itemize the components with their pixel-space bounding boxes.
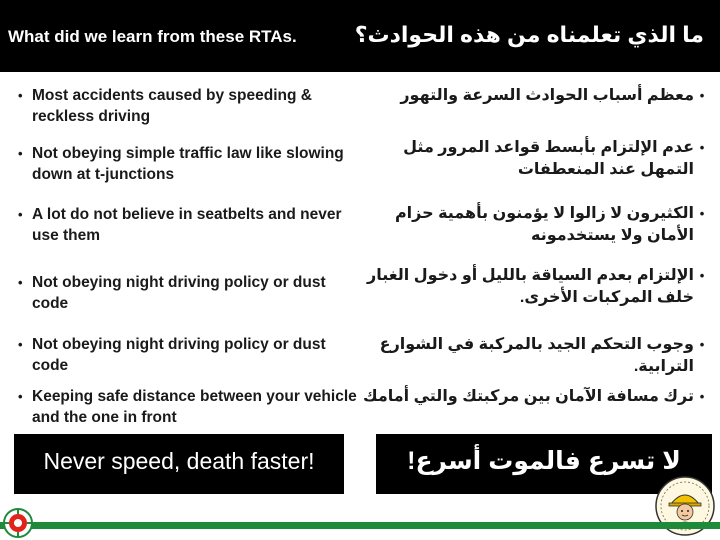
bullet: •: [18, 207, 23, 222]
arabic-point-5: [360, 334, 710, 378]
english-point-6: [18, 386, 358, 428]
bullet: •: [18, 275, 23, 290]
english-point-text: Most accidents caused by speeding & reckless driving: [32, 87, 312, 125]
bullet: •: [18, 337, 23, 352]
title-english: What did we learn from these RTAs.: [8, 27, 297, 46]
bullet: •: [699, 88, 705, 103]
slogan-english: Never speed, death faster!: [43, 448, 315, 474]
slogan-arabic: لا تسرع فالموت أسرع!: [407, 447, 681, 475]
arabic-point-text: الكثيرون لا زالوا لا يؤمنون بأهمية حزام الأمان ولا يستخدمونه: [394, 205, 694, 244]
bullet: •: [18, 88, 23, 103]
title-arabic: ما الذي تعلمناه من هذه الحوادث؟: [354, 22, 704, 47]
bullet: •: [699, 206, 705, 221]
bullet: •: [699, 389, 705, 404]
slogan-english-box: [14, 434, 344, 494]
company-logo-icon: [3, 508, 33, 538]
arabic-point-text: معظم أسباب الحوادث السرعة والتهور: [400, 87, 694, 104]
arabic-point-text: عدم الإلتزام بأبسط قواعد المرور مثل التمهل عند المنعطفات: [403, 139, 694, 178]
english-point-text: Not obeying night driving policy or dust code: [32, 274, 326, 312]
arabic-point-6: [360, 386, 710, 408]
english-point-3: [18, 204, 358, 246]
english-point-text: Not obeying night driving policy or dust code: [32, 336, 326, 374]
arabic-point-text: ترك مسافة الآمان بين مركبتك والتي أمامك: [362, 388, 694, 405]
english-point-4: [18, 272, 358, 314]
bullet: •: [699, 268, 705, 283]
arabic-point-1: [360, 85, 710, 107]
english-point-text: Not obeying simple traffic law like slowing down at t-junctions: [32, 145, 344, 183]
english-point-2: [18, 143, 358, 185]
arabic-point-text: وجوب التحكم الجيد بالمركبة في الشوارع الترابية.: [379, 336, 694, 375]
bullet: •: [18, 146, 23, 161]
title-bar: [0, 0, 720, 72]
arabic-point-text: الإلتزام بعدم السياقة بالليل أو دخول الغبار خلف المركبات الأخرى.: [367, 267, 694, 306]
arabic-point-4: [360, 265, 710, 309]
english-point-5: [18, 334, 358, 376]
arabic-point-3: [360, 203, 710, 247]
arabic-point-2: [360, 137, 710, 181]
bullet: •: [699, 337, 705, 352]
english-point-text: Keeping safe distance between your vehicle and the one in front: [32, 388, 357, 426]
english-point-1: [18, 85, 358, 127]
footer-stripe: [0, 522, 720, 529]
bullet: •: [18, 389, 23, 404]
bullet: •: [699, 140, 705, 155]
english-point-text: A lot do not believe in seatbelts and never use them: [32, 206, 342, 244]
